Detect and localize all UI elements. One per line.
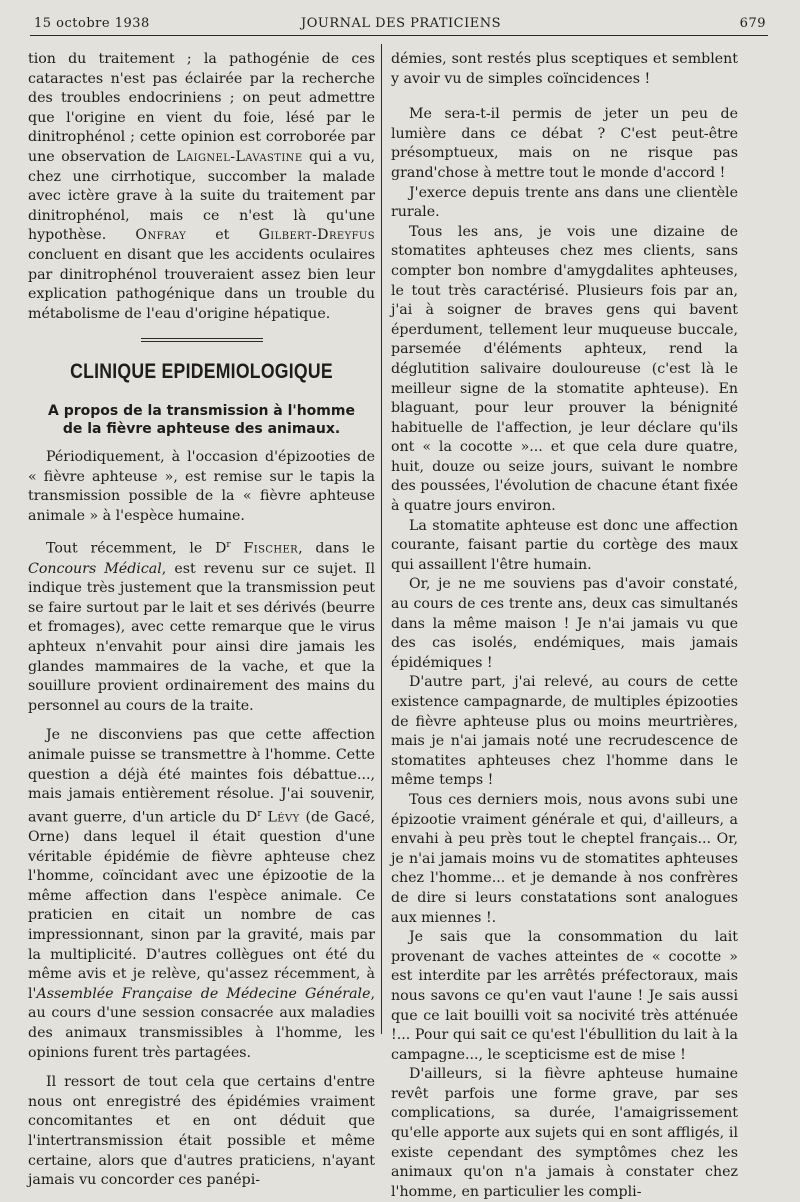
paragraph: Tous les ans, je vois une dizaine de stomatites aphteuses chez mes clients, sans compter bon nombre d'amygdalites aphteuses, le tout très caractérisé. Plusieurs fois par an, j'ai à soigner de braves gens qui bavent éperdument, tellement leur muqueuse buccale, parsemée d'éléments aphteux, rend la déglutition salivaire douloureuse (c'est là le meilleur signe de la stomatite aphteuse). En blaguant, pour leur prouver la bénignité habituelle de l'affection, je leur déclare qu'ils ont « la cocotte »... et que cela dure quatre, huit, douze ou seize jours, suivant le nombre des poussées, l'évolution de chacune étant fixée à quatre jours environ.	[391, 223, 738, 515]
header-journal-title: JOURNAL DES PRATICIENS	[301, 16, 501, 31]
paragraph: Je sais que la consommation du lait provenant de vaches atteintes de « cocotte » est interdite par les arrêtés préfectoraux, mais nous savons ce qu'en vaut l'aune ! Je sais aussi que ce lait bouilli voit sa nocivité très atténuée !... Pour qui sait ce qu'est l'ébullition du lait à la campagne..., le scepticisme est de mise !	[391, 929, 738, 1063]
section-title: CLINIQUE EPIDEMIOLOGIQUE	[70, 360, 333, 384]
text-run: tion du traitement ; la pathogénie de ces cataractes n'est pas éclairée par la recherche des troubles endocriniens ; on peut admettre que l'origine en vient du foie, lésé par le dinitrophénol ; cette opinion est corroborée par une observation de	[28, 51, 375, 165]
author-name: Fischer	[243, 541, 299, 558]
publication-title: Concours Médical	[28, 560, 162, 577]
paragraph: D'ailleurs, si la fièvre aphteuse humaine revêt parfois une forme grave, par ses complications, sa durée, l'amaigrissement qu'elle apporte aux sujets qui en sont affligés, il existe cependant des symptômes chez les animaux qu'on n'a jamais à constater chez l'homme, en particulier les compli-	[391, 1066, 738, 1200]
superscript: r	[226, 540, 231, 551]
text-run: Je ne disconviens pas que cette affection animale puisse se transmettre à l'homme. Cette question a déjà été maintes fois débattue..., mais jamais entièrement résolue. J'ai souvenir, avant guerre, d'un article du D	[28, 727, 375, 826]
publication-title: Assemblée Française de Médecine Générale	[36, 985, 371, 1002]
superscript: r	[257, 808, 262, 819]
paragraph: Me sera-t-il permis de jeter un peu de lumière dans ce débat ? C'est peut-être présomptueux, mais on ne risque pas grand'chose à mettre tout le monde d'accord !	[391, 106, 738, 181]
text-run: qui a vu, chez une cirrhotique, succomber la malade avec ictère grave à la suite du traitement par dinitrophénol, mais ce n'est là qu'une hypothèse.	[28, 148, 375, 244]
paragraph	[28, 536, 375, 716]
paragraph: Or, je ne me souviens pas d'avoir constaté, au cours de ces trente ans, deux cas simultanés dans la même maison ! Je n'ai jamais vu que des cas isolés, endémiques, mais jamais épidémiques !	[391, 576, 738, 671]
right-column	[391, 50, 738, 1202]
paragraph: démies, sont restés plus sceptiques et semblent y avoir vu de simples coïncidences !	[391, 51, 738, 87]
text-run: (de Gacé, Orne) dans lequel il était question d'une véritable épidémie de fièvre aphteuse chez l'homme, coïncidant avec une épizootie de la même affection dans l'espèce animale. Ce praticien en citait un nombre de cas impressionnant, sinon par la gravité, mais par la multiplicité. D'autres collègues ont été du même avis et je relève, qu'assez récemment, à l'	[28, 809, 375, 1002]
paragraph: Il ressort de tout cela que certains d'entre nous ont enregistré des épidémies vraiment concomitantes et en ont déduit que l'intertransmission était possible et même certaine, alors que d'autres praticiens, n'ayant jamais vu concorder ces panépi-	[28, 1074, 375, 1189]
text-run: , est revenu sur ce sujet. Il indique très justement que la transmission peut se faire surtout par le lait et ses dérivés (beurre et fromages), avec cette remarque que le virus aphteux n'envahit pour ainsi dire jamais les glandes mammaires de la vache, et que la souillure provient ordinairement des mains du personnel au cours de la traite.	[28, 560, 376, 714]
text-run: , dans le	[298, 541, 375, 558]
paragraph: Périodiquement, à l'occasion d'épizooties de « fièvre aphteuse », est remise sur le tapis la transmission possible de la « fièvre aphteuse animale » à l'espèce humaine.	[28, 448, 375, 524]
text-run: et	[186, 227, 259, 244]
author-name: Laignel-Lavastine	[176, 148, 303, 165]
column-divider	[381, 44, 382, 1034]
text-run: Tout récemment, le D	[46, 541, 227, 558]
header-date: 15 octobre 1938	[34, 16, 150, 31]
article-title-line: de la fièvre aphteuse des animaux.	[62, 420, 341, 437]
section-separator	[141, 338, 263, 342]
paragraph: J'exerce depuis trente ans dans une clientèle rurale.	[391, 184, 738, 221]
paragraph	[28, 726, 375, 1063]
paragraph: La stomatite aphteuse est donc une affection courante, faisant partie du cortège des maux qui assaillent l'être humain.	[391, 517, 738, 573]
article-title-line: A propos de la transmission à l'homme	[48, 402, 355, 419]
author-name: Gilbert-Dreyfus	[258, 227, 375, 244]
paragraph	[28, 50, 375, 324]
article-title	[28, 402, 375, 438]
author-name: Onfray	[135, 227, 187, 244]
text-run: , au cours d'une session consacrée aux maladies des animaux transmissibles à l'homme, les opinions furent très partagées.	[28, 985, 375, 1061]
author-name: Lévy	[267, 809, 300, 826]
left-column	[28, 50, 375, 1191]
paragraph: Tous ces derniers mois, nous avons subi une épizootie vraiment générale et qui, d'ailleurs, a envahi à peu près tout le cheptel français... Or, je n'ai jamais moins vu de stomatites aphteuses chez l'homme... et je demande à nos confrères de dire si leurs constatations sont analogues aux miennes !.	[391, 791, 738, 926]
header-page-number: 679	[739, 16, 766, 31]
running-header	[30, 14, 772, 36]
paragraph: D'autre part, j'ai relevé, au cours de cette existence campagnarde, de multiples épizooties de fièvre aphteuse plus ou moins meurtrières, mais je n'ai jamais noté une recrudescence de stomatites aphteuses chez l'homme dans le même temps !	[391, 674, 738, 789]
text-run: concluent en disant que les accidents oculaires par dinitrophénol trouveraient assez bien leur explication pathogénique dans un trouble du métabolisme de l'eau d'origine hépatique.	[28, 246, 375, 322]
header-rule	[30, 35, 768, 36]
